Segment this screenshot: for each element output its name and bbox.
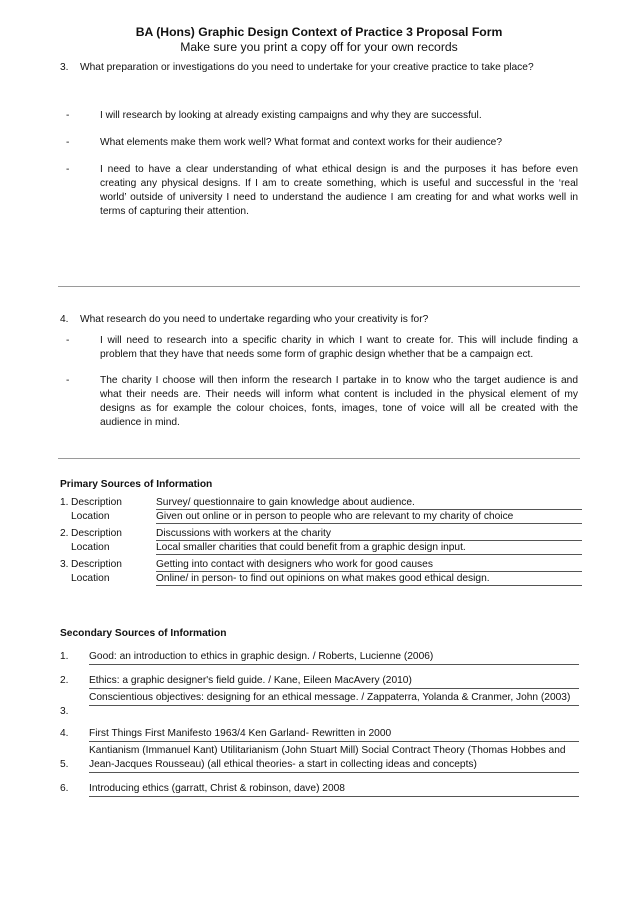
answer-text: What elements make them work well? What format and context works for their audience? <box>100 137 503 148</box>
description-value: Getting into contact with designers who work for good causes <box>156 558 582 572</box>
primary-source-1-description <box>60 496 582 510</box>
section-divider <box>58 458 580 459</box>
primary-source-2-description <box>60 527 582 541</box>
secondary-source-1: Good: an introduction to ethics in graphic design. / Roberts, Lucienne (2006) <box>89 650 579 665</box>
list-item <box>66 334 578 362</box>
primary-source-3-description <box>60 558 582 572</box>
primary-source-1-location <box>60 510 582 524</box>
item-number: 1. <box>60 651 69 662</box>
bullet-dash: - <box>66 375 70 386</box>
item-number: 3. <box>60 559 69 570</box>
bullet-dash: - <box>66 164 70 175</box>
list-item <box>66 109 578 123</box>
question-4-answers <box>66 334 578 439</box>
answer-text: I will need to research into a specific charity in which I want to create for. This will include finding a problem that they have that needs some form of graphic design whether that be a campaign ect. <box>100 335 578 360</box>
secondary-source-4: First Things First Manifesto 1963/4 Ken Garland- Rewritten in 2000 <box>89 727 579 742</box>
list-item <box>66 163 578 219</box>
location-value: Local smaller charities that could benefit from a graphic design input. <box>156 541 582 555</box>
question-3-text: What preparation or investigations do you need to undertake for your creative practice to take place? <box>80 62 534 73</box>
description-label: Description <box>71 559 122 570</box>
location-label: Location <box>71 542 110 553</box>
form-title: BA (Hons) Graphic Design Context of Practice 3 Proposal Form <box>135 25 503 39</box>
item-number: 2. <box>60 528 69 539</box>
answer-text: I will research by looking at already existing campaigns and why they are successful. <box>100 110 482 121</box>
location-label: Location <box>71 511 110 522</box>
item-number: 5. <box>60 759 69 770</box>
secondary-source-5: Kantianism (Immanuel Kant) Utilitarianism (John Stuart Mill) Social Contract Theory (Thomas Hobbes and Jean-Jacques Rousseau) (all ethical theories- a start in collecting ideas and concepts) <box>89 744 579 773</box>
description-value: Discussions with workers at the charity <box>156 527 582 541</box>
bullet-dash: - <box>66 137 70 148</box>
primary-source-3-location <box>60 572 582 586</box>
secondary-source-2: Ethics: a graphic designer's field guide. / Kane, Eileen MacAvery (2010) <box>89 674 579 689</box>
description-label: Description <box>71 497 122 508</box>
question-3-answers <box>66 109 578 228</box>
primary-source-2-location <box>60 541 582 555</box>
location-value: Given out online or in person to people who are relevant to my charity of choice <box>156 510 582 524</box>
bullet-dash: - <box>66 335 70 346</box>
secondary-source-6: Introducing ethics (garratt, Christ & robinson, dave) 2008 <box>89 782 579 797</box>
description-value: Survey/ questionnaire to gain knowledge about audience. <box>156 496 582 510</box>
item-number: 6. <box>60 783 69 794</box>
question-4-text: What research do you need to undertake regarding who your creativity is for? <box>80 314 429 325</box>
list-item <box>66 136 578 150</box>
answer-text: The charity I choose will then inform the research I partake in to know who the target audience is and what their needs are. Their needs will inform what content is included in the physical element of my designs as for example the colour choices, fonts, images, tone of voice will all be created with the audience in mind. <box>100 375 578 428</box>
question-4-number: 4. <box>60 314 69 325</box>
bullet-dash: - <box>66 110 70 121</box>
form-subtitle: Make sure you print a copy off for your own records <box>180 40 458 54</box>
secondary-sources-heading: Secondary Sources of Information <box>60 628 227 639</box>
item-number: 4. <box>60 728 69 739</box>
item-number: 1. <box>60 497 69 508</box>
location-value: Online/ in person- to find out opinions on what makes good ethical design. <box>156 572 582 586</box>
secondary-source-3: Conscientious objectives: designing for an ethical message. / Zappaterra, Yolanda & Cranmer, John (2003) <box>89 691 579 706</box>
question-3-number: 3. <box>60 62 69 73</box>
item-number: 3. <box>60 706 69 717</box>
section-divider <box>58 286 580 287</box>
primary-sources-heading: Primary Sources of Information <box>60 479 213 490</box>
location-label: Location <box>71 573 110 584</box>
description-label: Description <box>71 528 122 539</box>
item-number: 2. <box>60 675 69 686</box>
list-item <box>66 374 578 430</box>
answer-text: I need to have a clear understanding of what ethical design is and the purposes it has before even creating any physical designs. If I am to create something, which is useful and successful in the ‘real world’ outside of university I need to understand the audience I am creating for and what works well in terms of capturing their attention. <box>100 164 578 217</box>
